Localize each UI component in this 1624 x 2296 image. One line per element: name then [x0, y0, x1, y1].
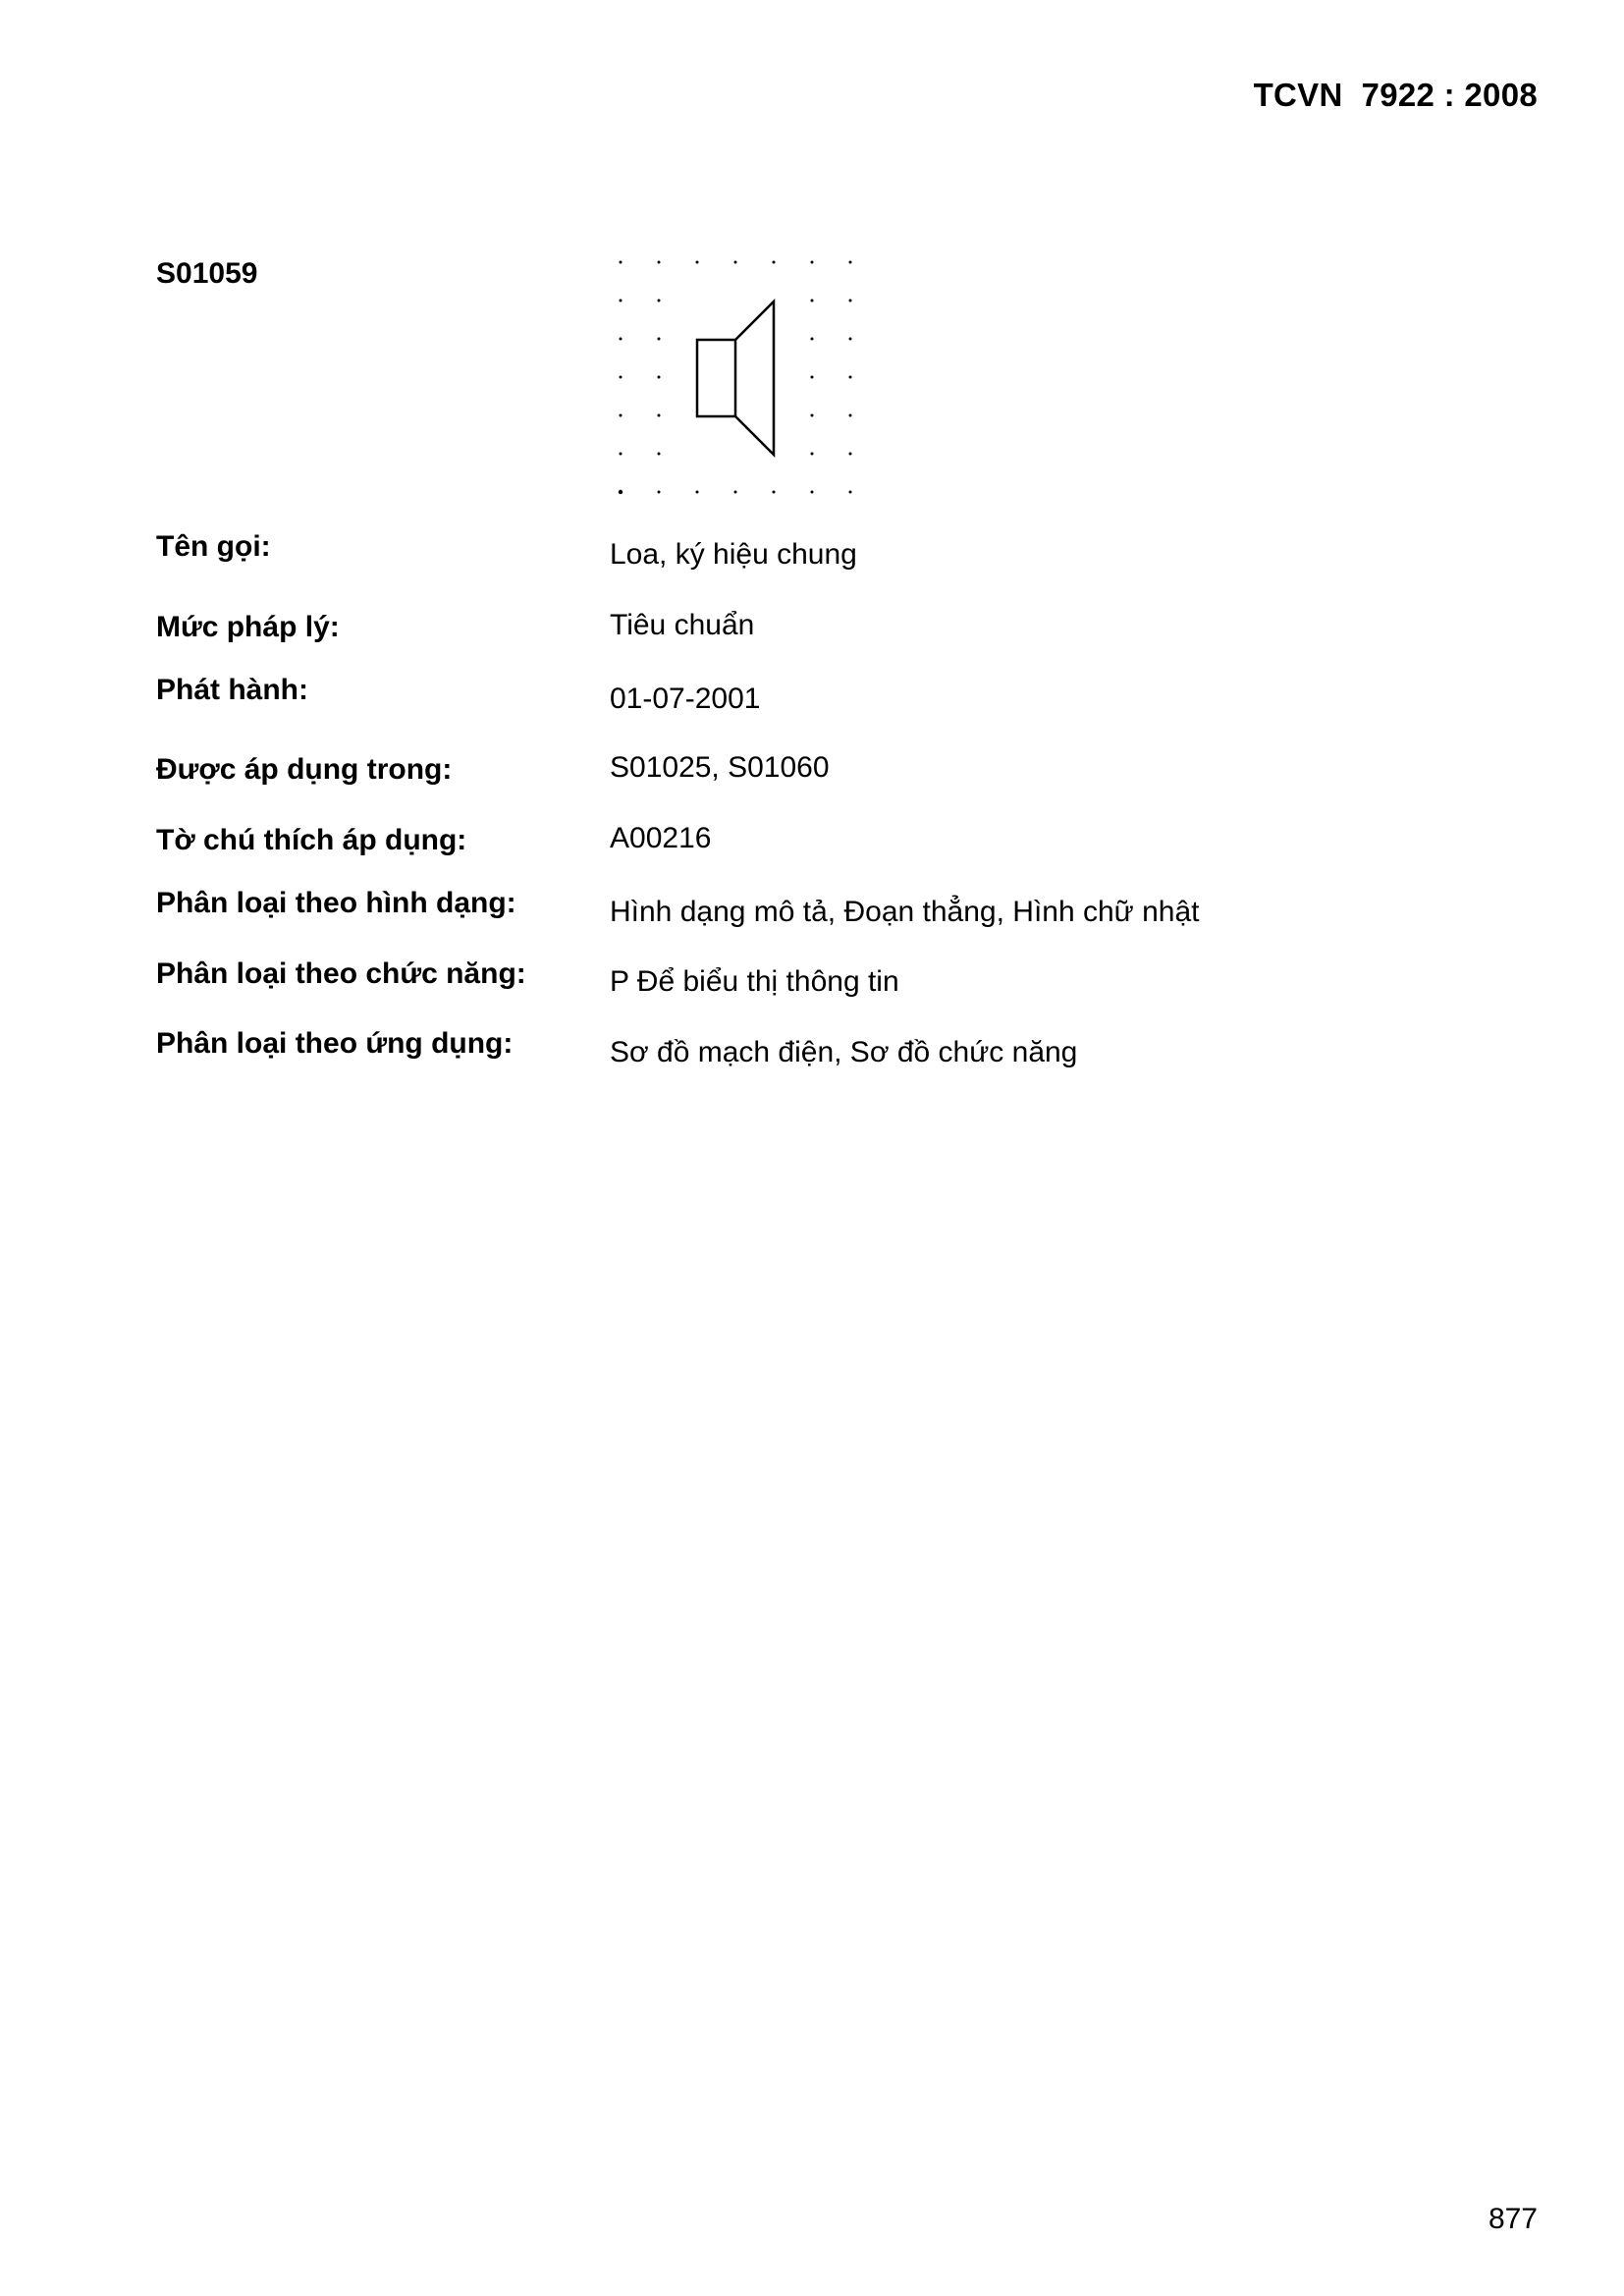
grid-dot [658, 338, 661, 341]
grid-dot [849, 338, 852, 341]
property-label-applied-in: Được áp dụng trong: [156, 753, 453, 786]
loudspeaker-cone [735, 301, 774, 455]
grid-dot [849, 300, 852, 302]
property-row-legal-status [0, 611, 1624, 670]
loudspeaker-body [697, 340, 735, 416]
grid-dot [773, 261, 776, 264]
grid-dot [619, 490, 623, 494]
grid-dot [811, 376, 814, 379]
property-label-application-class: Phân loại theo ứng dụng: [156, 1027, 514, 1060]
property-label-annotation-sheet: Tờ chú thích áp dụng: [156, 824, 467, 856]
grid-dot [620, 376, 623, 379]
loudspeaker-icon [606, 247, 861, 503]
grid-dot [811, 261, 814, 264]
property-label-legal-status: Mức pháp lý: [156, 611, 340, 643]
symbol-code: S01059 [156, 257, 258, 290]
property-value-release: 01-07-2001 [610, 683, 761, 715]
property-row-release [0, 674, 1624, 733]
grid-dot [658, 453, 661, 456]
property-value-annotation-sheet: A00216 [610, 822, 712, 854]
property-label-function-class: Phân loại theo chức năng: [156, 957, 526, 990]
property-value-applied-in: S01025, S01060 [610, 751, 830, 784]
property-label-name: Tên gọi: [156, 530, 271, 563]
grid-dot [658, 376, 661, 379]
document-header-standard: TCVN 7922 : 2008 [1253, 77, 1538, 113]
grid-dot [620, 261, 623, 264]
property-row-annotation-sheet [0, 824, 1624, 883]
grid-dot [734, 491, 737, 494]
grid-dot [849, 453, 852, 456]
grid-dot [620, 453, 623, 456]
page-number: 877 [1488, 2203, 1538, 2235]
loudspeaker-symbol [697, 301, 774, 455]
property-value-function-class: P Để biểu thị thông tin [610, 965, 899, 998]
property-label-release: Phát hành: [156, 674, 308, 706]
grid-dot [811, 453, 814, 456]
property-value-shape-class: Hình dạng mô tả, Đoạn thẳng, Hình chữ nhật [610, 896, 1200, 928]
grid-dot [620, 338, 623, 341]
property-label-shape-class: Phân loại theo hình dạng: [156, 887, 516, 919]
grid-dot [849, 261, 852, 264]
grid-dot [620, 414, 623, 417]
grid-dot [773, 491, 776, 494]
grid-dot [734, 261, 737, 264]
grid-dot [658, 261, 661, 264]
grid-dot [658, 491, 661, 494]
grid-dot [696, 491, 699, 494]
property-row-shape-class [0, 887, 1624, 946]
grid-dot [620, 300, 623, 302]
property-value-legal-status: Tiêu chuẩn [610, 609, 755, 641]
grid-dot [849, 414, 852, 417]
grid-dot [696, 261, 699, 264]
property-row-name [0, 530, 1624, 589]
property-value-application-class: Sơ đồ mạch điện, Sơ đồ chức năng [610, 1036, 1078, 1068]
property-value-name: Loa, ký hiệu chung [610, 538, 857, 571]
property-row-application-class [0, 1027, 1624, 1086]
grid-dot [811, 300, 814, 302]
grid-dot [811, 338, 814, 341]
grid-dot [849, 376, 852, 379]
grid-dot [811, 414, 814, 417]
grid-dot [811, 491, 814, 494]
property-row-applied-in [0, 753, 1624, 812]
grid-dot [658, 300, 661, 302]
property-row-function-class [0, 957, 1624, 1016]
grid-dot [849, 491, 852, 494]
grid-dot [658, 414, 661, 417]
